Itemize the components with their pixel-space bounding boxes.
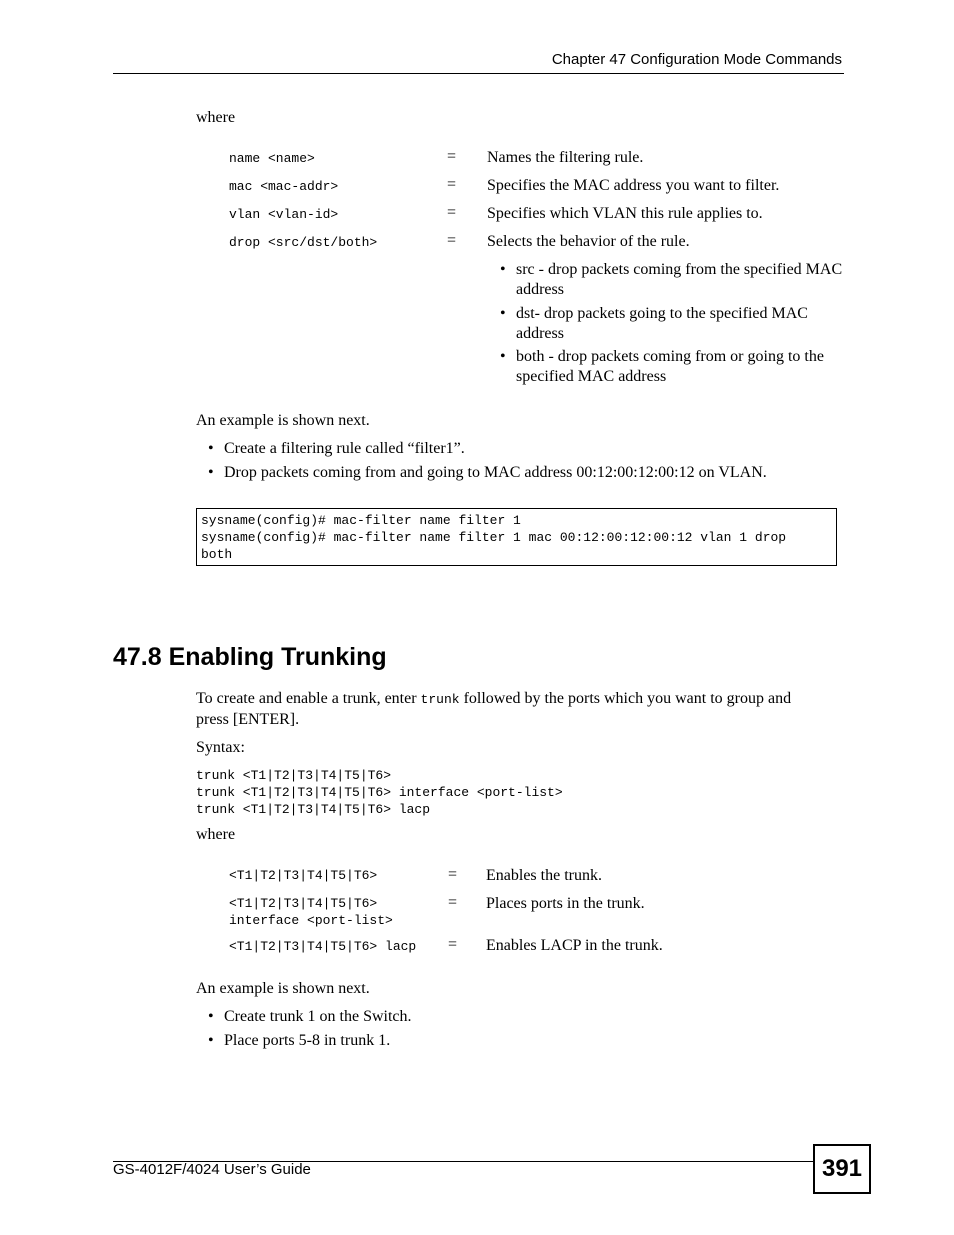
list-item <box>208 1007 708 1027</box>
bullet-dot: • <box>208 1008 214 1025</box>
equals-sign: = <box>447 148 457 165</box>
param-desc: Places ports in the trunk. <box>486 895 645 912</box>
intro-paragraph <box>196 689 791 710</box>
syntax-line: trunk <T1|T2|T3|T4|T5|T6> lacp <box>196 802 431 817</box>
list-item <box>208 1031 708 1051</box>
param-cmd: drop <src/dst/both> <box>229 235 378 250</box>
syntax-label: Syntax: <box>196 739 245 756</box>
footer-guide-title: GS-4012F/4024 User’s Guide <box>113 1161 311 1178</box>
where-label: where <box>196 826 236 843</box>
intro-text: followed by the ports which you want to group and <box>459 690 792 707</box>
list-item-text: Place ports 5-8 in trunk 1. <box>224 1032 391 1049</box>
example-intro: An example is shown next. <box>196 412 370 429</box>
running-header: Chapter 47 Configuration Mode Commands <box>551 51 842 68</box>
param-desc: Specifies which VLAN this rule applies to. <box>487 205 763 222</box>
where-label: where <box>196 109 236 126</box>
param-cmd: vlan <vlan-id> <box>229 207 339 222</box>
bullet-dot: • <box>208 1032 214 1049</box>
bullet-dot: • <box>500 348 506 365</box>
param-cmd: interface <port-list> <box>229 913 393 928</box>
header-rule <box>113 73 844 74</box>
param-cmd: name <name> <box>229 151 315 166</box>
list-item-text: address <box>516 281 564 298</box>
code-example-box <box>196 508 837 566</box>
list-item <box>500 260 880 302</box>
param-cmd: mac <mac-addr> <box>229 179 339 194</box>
page-number: 391 <box>813 1144 871 1194</box>
list-item-text: src - drop packets coming from the specified MAC <box>516 261 843 278</box>
list-item-text: both - drop packets coming from or going to the <box>516 348 824 365</box>
intro-text: press [ENTER]. <box>196 711 300 728</box>
list-item-text: dst- drop packets going to the specified MAC <box>516 305 808 322</box>
equals-sign: = <box>448 936 458 953</box>
list-item-text: address <box>516 325 564 342</box>
list-item-text: Create a filtering rule called “filter1”. <box>224 440 465 457</box>
code-line: sysname(config)# mac-filter name filter 1 <box>201 513 521 528</box>
list-item <box>208 439 848 459</box>
param-desc: Selects the behavior of the rule. <box>487 233 690 250</box>
bullet-dot: • <box>208 464 214 481</box>
equals-sign: = <box>447 176 457 193</box>
equals-sign: = <box>448 866 458 883</box>
param-cmd: <T1|T2|T3|T4|T5|T6> <box>229 868 378 883</box>
syntax-line: trunk <T1|T2|T3|T4|T5|T6> <box>196 768 392 783</box>
syntax-line: trunk <T1|T2|T3|T4|T5|T6> interface <port-list> <box>196 785 563 800</box>
equals-sign: = <box>447 204 457 221</box>
intro-text: To create and enable a trunk, enter <box>196 690 421 707</box>
param-desc: Enables LACP in the trunk. <box>486 937 663 954</box>
code-line: sysname(config)# mac-filter name filter 1 mac 00:12:00:12:00:12 vlan 1 drop <box>201 530 787 545</box>
param-cmd: <T1|T2|T3|T4|T5|T6> lacp <box>229 939 417 954</box>
param-desc: Specifies the MAC address you want to filter. <box>487 177 780 194</box>
list-item-text: Drop packets coming from and going to MAC address 00:12:00:12:00:12 on VLAN. <box>224 464 767 481</box>
inline-code: trunk <box>420 692 460 707</box>
param-desc: Names the filtering rule. <box>487 149 644 166</box>
list-item-text: Create trunk 1 on the Switch. <box>224 1008 412 1025</box>
param-cmd: <T1|T2|T3|T4|T5|T6> <box>229 896 378 911</box>
example-intro: An example is shown next. <box>196 980 370 997</box>
list-item-text: specified MAC address <box>516 368 667 385</box>
param-desc: Enables the trunk. <box>486 867 602 884</box>
bullet-dot: • <box>500 261 506 278</box>
section-title: 47.8 Enabling Trunking <box>113 643 387 671</box>
equals-sign: = <box>447 232 457 249</box>
equals-sign: = <box>448 894 458 911</box>
list-item <box>208 463 848 483</box>
code-line: both <box>201 547 233 562</box>
list-item <box>500 347 880 389</box>
list-item <box>500 304 880 346</box>
bullet-dot: • <box>500 305 506 322</box>
bullet-dot: • <box>208 440 214 457</box>
